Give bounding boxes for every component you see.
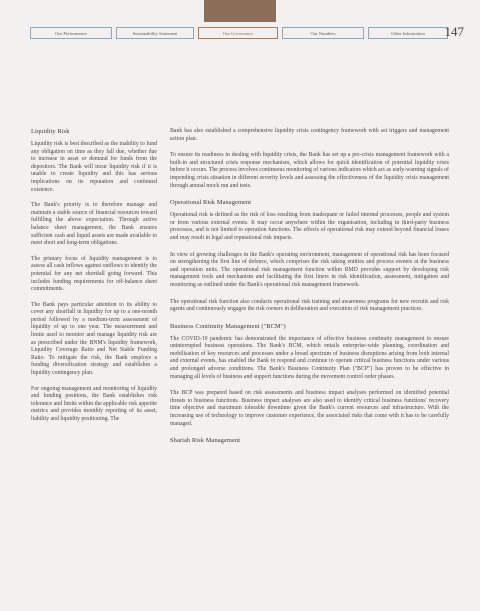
paragraph: For ongoing management and monitoring of liquidity and funding positions, the Bank establishes risk tolerance and limits within the applicable risk appetite metrics and provides monthly reporting of its asset, liability and liquidity positioning. The [31, 385, 157, 422]
paragraph: The BCP was prepared based on risk assessments and business impact analyses performed on identified potential threats to business functions. Business impact analyses are also used to identify critical business functions' recovery time objective and maximum tolerable downtime given the Bank's current resources and infrastructure. With the increasing use of technology to improve customer experience, the associated risks that come with it has to be carefully managed. [170, 390, 449, 427]
paragraph: The operational risk function also conducts operational risk training and awareness programs for new recruits and risk agents and continuously engages the risk owners in deliberation and execution of risk management practices. [170, 298, 449, 313]
nav-our-performance[interactable]: Our Performance [30, 27, 112, 39]
nav-our-governance[interactable]: Our Governance [198, 27, 278, 39]
paragraph: The Bank's priority is to therefore manage and maintain a stable source of financial resources toward fulfilling the above expectation. Through active balance sheet management, the Bank ensures sufficient cash and liquid assets are made available to meet short and long-term obligations. [31, 202, 157, 247]
paragraph: The Bank pays particular attention to its ability to cover any shortfall in liquidity for up to a one-month period followed by a medium-term assessment of liquidity of up to one year. The measurement and limits used to monitor and manage liquidity risk are as prescribed under the BNM's liquidity framework, Liquidity Coverage Ratio and Net Stable Funding Ratio. To mitigate the risk, the Bank employs a funding diversification strategy and establishes a liquidity contingency plan. [31, 301, 157, 377]
liquidity-risk-heading: Liquidity Risk [31, 128, 70, 135]
shariah-risk-heading: Shariah Risk Management [170, 437, 241, 445]
paragraph: Operational risk is defined as the risk of loss resulting from inadequate or failed internal processes, people and system or from various external events. It may occur anywhere within the organisation, including in third-party business processes, and is not limited to operation functions. The effects of operational risk may extend beyond financial losses and may result in legal and reputational risk impacts. [170, 212, 449, 241]
bcm-heading: Business Continuity Management ("BCM") [170, 322, 286, 330]
paragraph: To ensure its readiness in dealing with liquidity crisis, the Bank has set up a pre-crisis management framework with a built-in and structured crisis response mechanism, which allows for quick identification of potential liquidity crisis before it occurs. The process involves continuous monitoring of various indicators which act as early-warning signals of impending crisis situation in different severity levels and assessing the effectiveness of the liquidity crisis management through annual mock run and tests. [170, 152, 449, 189]
left-column [31, 128, 157, 432]
paragraph: The primary focus of liquidity management is to assess all cash inflows against outflows to identify the potential for any net shortfall going forward. This includes funding requirements for off-balance sheet commitments. [31, 255, 157, 293]
nav-our-numbers[interactable]: Our Numbers [282, 27, 364, 39]
paragraph: In view of growing challenges in the Bank's operating environment, management of operational risk has been focused on strengthening the first line of defence, which comprises the risk taking entities and process owners at the business and operation units. The operational risk management function within RMD provides support by developing risk management tools and mechanism and facilitating the first liners in risk identification, assessment, mitigation and monitoring as outlined under the Bank's operational risk management framework. [170, 251, 449, 288]
paragraph: Liquidity risk is best described as the inability to fund any obligation on time as they fall due, whether due to increase in asset or demand for funds from the depositors. The Bank will incur liquidity risk if it is unable to create liquidity and this has serious implications on its reputation and continued existence. [31, 141, 157, 193]
paragraph: The COVID-19 pandemic has demonstrated the importance of effective business continuity management to ensure uninterrupted business operations. The Bank's BCM, which entails enterprise-wide planning, coordination and mobilisation of key resources and processes under a broad spectrum of business disruptions arising from both internal and external events, has enabled the Bank to respond and continue to operate critical business functions under various and prolonged adverse conditions. The Bank's Business Continuity Plan ("BCP") has proven to be effective in managing all levels of business and support functions during the movement control order phases. [170, 335, 449, 380]
section-accent-tab [204, 0, 276, 22]
paragraph: Bank has also established a comprehensive liquidity crisis contingency framework with set triggers and management action plan. [170, 128, 449, 142]
nav-other-information[interactable]: Other Information [368, 27, 448, 39]
nav-sustainability-statement[interactable]: Sustainability Statement [116, 27, 194, 39]
page-number: 147 [444, 24, 464, 39]
right-column [170, 128, 449, 450]
operational-risk-heading: Operational Risk Management [170, 199, 252, 207]
section-nav [30, 27, 448, 41]
